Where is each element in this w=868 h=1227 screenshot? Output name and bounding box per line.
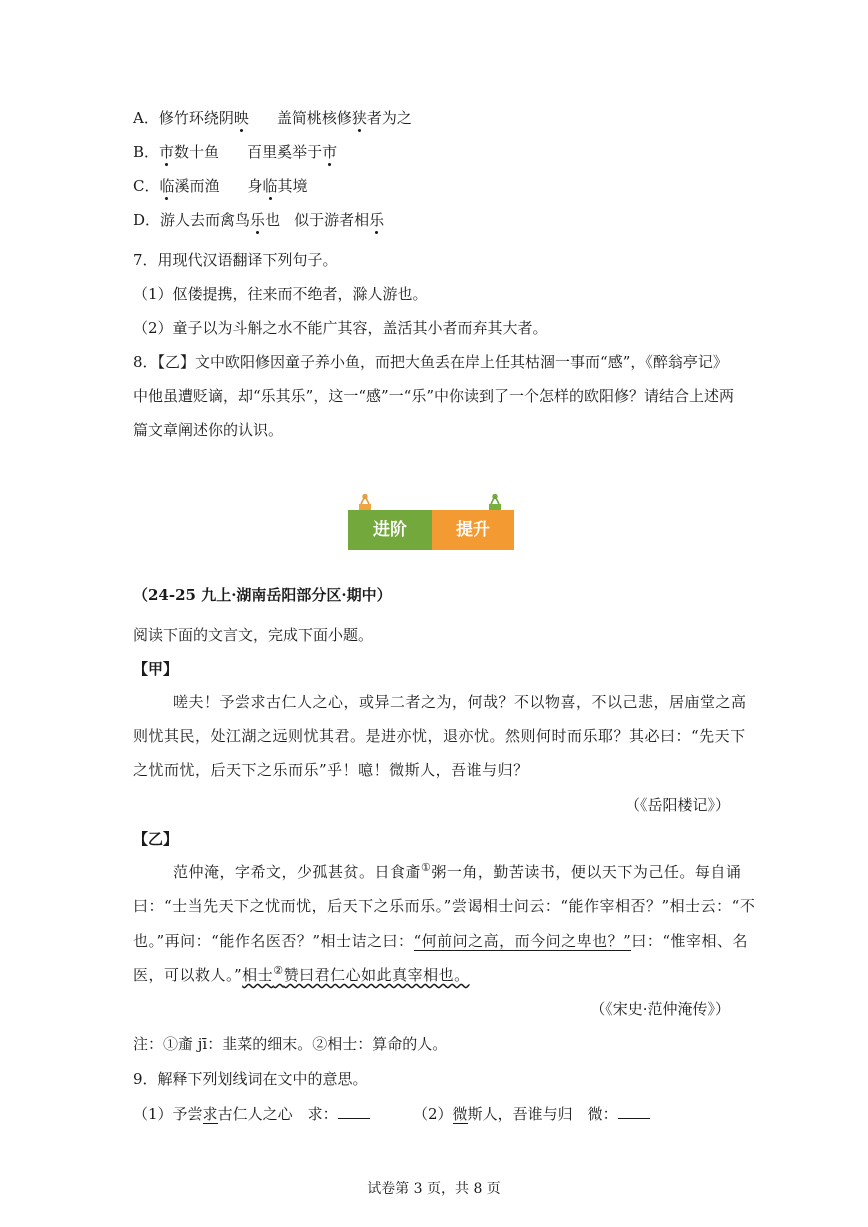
question-8-line-2: 中他虽遭贬谪，却“乐其乐”，这一“感”一“乐”中你读到了一个怎样的欧阳修？请结合上述两 [133,387,735,405]
question-7-sentence-2: （2）童子以为斗斛之水不能广其容，盖活其小者而弃其大者。 [133,319,548,337]
badge-right: 提升 [432,510,514,550]
passage-yi-line-3: 也。”再问：“能作名医否？”相士诘之曰：“何前问之高，而今问之卑也？”曰：“惟宰相、名 [133,932,749,950]
question-9-item-1: （1）予尝求古仁人之心 求： [133,1104,370,1124]
question-8-line-3: 篇文章阐述你的认识。 [133,421,284,439]
passage-yi-line-2: 曰：“士当先天下之忧而忧，后天下之乐而乐。”尝谒相士问云：“能作宰相否？”相士云：“不 [133,897,756,915]
question-9-stem: 9．解释下列划线词在文中的意思。 [133,1070,368,1088]
badge-left: 进阶 [348,510,432,550]
passage-yi-line-1: 范仲淹，字希文，少孤甚贫。日食齑①粥一角，勤苦读书，便以天下为己任。每自诵 [173,861,742,881]
question-7-sentence-1: （1）伛偻提携，往来而不绝者，滁人游也。 [133,285,428,303]
option-c: C．临溪而渔 身临其境 [133,177,308,195]
option-a: A．修竹环绕阴映 盖简桃核修狭者为之 [133,109,412,127]
option-b: B．市数十鱼 百里奚举于市 [133,143,338,161]
page-footer: 试卷第 3 页，共 8 页 [367,1181,501,1197]
annotation-note: 注：①齑 jī：韭菜的细末。②相士：算命的人。 [133,1035,448,1053]
question-8-line-1: 8．【乙】文中欧阳修因童子养小鱼，而把大鱼丢在岸上任其枯涸一事而“感”，《醉翁亭记》 [133,353,728,371]
passage-jia-line-1: 嗟夫！予尝求古仁人之心，或异二者之为，何哉？不以物喜，不以己悲，居庙堂之高 [173,693,747,711]
passage-jia-source: （《岳阳楼记》） [624,796,730,814]
question-9-item-2: （2）微斯人，吾谁与归 微： [413,1104,650,1124]
answer-blank[interactable] [338,1104,370,1119]
passage-jia-label: 【甲】 [133,660,179,678]
answer-blank[interactable] [618,1104,650,1119]
wavy-underlined-sentence: 相士②赞曰君仁心如此真宰相也。 [242,964,470,984]
reading-instruction: 阅读下面的文言文，完成下面小题。 [133,626,374,644]
underlined-sentence: “何前问之高，而今问之卑也？” [413,932,632,950]
passage-jia-line-3: 之忧而忧，后天下之乐而乐”乎！噫！微斯人，吾谁与归？ [133,761,529,779]
option-d: D．游人去而禽鸟乐也 似于游者相乐 [133,211,385,229]
passage-yi-source: （《宋史·范仲淹传》） [590,1000,730,1018]
passage-yi-line-4: 医，可以救人。”相士②赞曰君仁心如此真宰相也。 [133,964,470,984]
passage-jia-line-2: 则忧其民，处江湖之远则忧其君。是进亦忧，退亦忧。然则何时而乐耶？其必曰：“先天下 [133,727,746,745]
question-7-stem: 7．用现代汉语翻译下列句子。 [133,251,338,269]
advanced-section-badge [348,494,514,556]
passage-yi-label: 【乙】 [133,830,179,848]
exam-source: （24-25 九上·湖南岳阳部分区·期中） [133,586,392,604]
